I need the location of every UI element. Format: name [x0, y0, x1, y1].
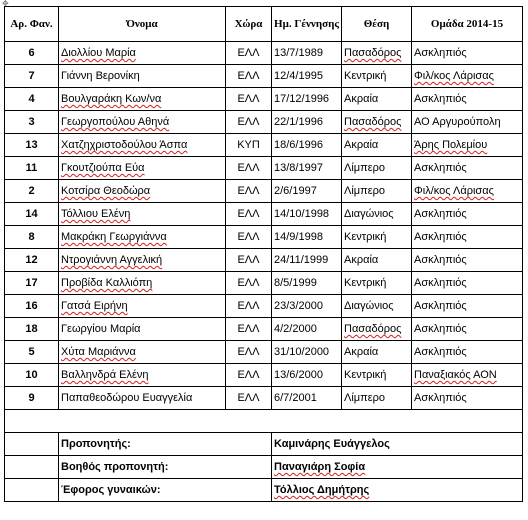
player-number[interactable]: 5 — [5, 341, 59, 364]
table-row — [5, 111, 523, 134]
staff-name[interactable]: Παναγιάρη Σοφία — [274, 461, 366, 473]
table-row — [5, 249, 523, 272]
player-country[interactable]: ΕΛΛ — [226, 157, 272, 180]
player-team[interactable]: Φιλ/κος Λάρισας — [414, 70, 494, 82]
player-country[interactable]: ΚΥΠ — [226, 134, 272, 157]
player-number[interactable]: 16 — [5, 295, 59, 318]
player-dob[interactable]: 13/6/2000 — [272, 364, 342, 387]
player-number[interactable]: 10 — [5, 364, 59, 387]
player-country[interactable]: ΕΛΛ — [226, 272, 272, 295]
player-name[interactable]: Γεωργοπούλου Αθηνά — [61, 116, 170, 128]
player-name[interactable]: Ντρογιάννη Αγγελική — [61, 254, 163, 266]
player-dob[interactable]: 4/2/2000 — [272, 318, 342, 341]
player-number[interactable]: 14 — [5, 203, 59, 226]
player-position[interactable]: Κεντρική — [342, 364, 412, 387]
player-team[interactable]: Ασκληπιός — [412, 42, 523, 65]
player-dob[interactable]: 14/9/1998 — [272, 226, 342, 249]
player-name[interactable]: Παπαθεοδώρου Ευαγγελία — [59, 387, 226, 410]
player-number[interactable]: 13 — [5, 134, 59, 157]
player-team[interactable]: Ασκληπιός — [412, 88, 523, 111]
player-dob[interactable]: 18/6/1996 — [272, 134, 342, 157]
player-position[interactable]: Κεντρική — [342, 65, 412, 88]
player-dob[interactable]: 23/3/2000 — [272, 295, 342, 318]
staff-spacer-cell[interactable] — [5, 479, 59, 502]
player-country[interactable]: ΕΛΛ — [226, 295, 272, 318]
staff-spacer-cell[interactable] — [5, 433, 59, 456]
player-country[interactable]: ΕΛΛ — [226, 318, 272, 341]
player-position[interactable]: Πασαδόρος — [344, 116, 402, 128]
player-country[interactable]: ΕΛΛ — [226, 341, 272, 364]
player-name[interactable]: Γκουτζιούπα Εύα — [61, 162, 145, 174]
staff-row — [5, 433, 523, 456]
player-team[interactable]: Ασκληπιός — [412, 318, 523, 341]
player-position[interactable]: Διαγώνιος — [342, 295, 412, 318]
player-team[interactable]: Φιλ/κος Λάρισας — [414, 185, 494, 197]
player-team[interactable]: Ασκληπιός — [412, 295, 523, 318]
header-team: Ομάδα 2014-15 — [412, 7, 523, 42]
player-position[interactable]: Ακραία — [342, 341, 412, 364]
header-country: Χώρα — [226, 7, 272, 42]
player-team[interactable]: Παναξιακός ΑΟΝ — [414, 369, 497, 381]
player-country[interactable]: ΕΛΛ — [226, 226, 272, 249]
table-row — [5, 157, 523, 180]
player-name[interactable]: Προβίδα Καλλιόπη — [61, 277, 153, 289]
player-name[interactable]: Βουλγαράκη Κων/να — [61, 93, 162, 105]
player-dob[interactable]: 31/10/2000 — [272, 341, 342, 364]
player-team[interactable]: Ασκληπιός — [412, 341, 523, 364]
player-position[interactable]: Ακραία — [342, 249, 412, 272]
player-team[interactable]: Ασκληπιός — [412, 157, 523, 180]
header-dob: Ημ. Γέννησης — [272, 7, 342, 42]
player-team[interactable]: Ασκληπιός — [412, 226, 523, 249]
player-dob[interactable]: 2/6/1997 — [272, 180, 342, 203]
player-number[interactable]: 18 — [5, 318, 59, 341]
player-dob[interactable]: 22/1/1996 — [272, 111, 342, 134]
player-number[interactable]: 12 — [5, 249, 59, 272]
player-position[interactable]: Πασαδόρος — [344, 323, 402, 335]
table-row — [5, 88, 523, 111]
player-number[interactable]: 4 — [5, 88, 59, 111]
player-name[interactable]: Κοτσίρα Θεοδώρα — [61, 185, 151, 197]
player-name[interactable]: Γατσά Ειρήνη — [61, 300, 128, 312]
player-dob[interactable]: 13/7/1989 — [272, 42, 342, 65]
player-dob[interactable]: 8/5/1999 — [272, 272, 342, 295]
player-country[interactable]: ΕΛΛ — [226, 249, 272, 272]
player-number[interactable]: 3 — [5, 111, 59, 134]
player-name[interactable]: Διολλίου Μαρία — [61, 47, 136, 59]
table-row — [5, 341, 523, 364]
player-country[interactable]: ΕΛΛ — [226, 65, 272, 88]
staff-role[interactable]: Προπονητής: — [59, 433, 272, 456]
player-name[interactable]: Γιάννη Βερονίκη — [59, 65, 226, 88]
player-position[interactable]: Ακραία — [342, 88, 412, 111]
player-position[interactable]: Λίμπερο — [342, 387, 412, 410]
header-number: Αρ. Φαν. — [5, 7, 59, 42]
staff-name[interactable]: Τόλλιος Δημήτρης — [274, 484, 370, 496]
staff-row — [5, 456, 523, 479]
table-row — [5, 226, 523, 249]
player-dob[interactable]: 24/11/1999 — [272, 249, 342, 272]
staff-role[interactable]: Έφορος γυναικών: — [59, 479, 272, 502]
table-row — [5, 134, 523, 157]
player-position[interactable]: Πασαδόρος — [344, 47, 402, 59]
player-position[interactable]: Κεντρική — [342, 272, 412, 295]
player-number[interactable]: 11 — [5, 157, 59, 180]
player-country[interactable]: ΕΛΛ — [226, 203, 272, 226]
player-position[interactable]: Κεντρική — [342, 226, 412, 249]
player-position[interactable]: Λίμπερο — [342, 180, 412, 203]
roster-table — [4, 6, 523, 502]
player-number[interactable]: 8 — [5, 226, 59, 249]
player-dob[interactable]: 6/7/2001 — [272, 387, 342, 410]
player-country[interactable]: ΕΛΛ — [226, 88, 272, 111]
player-country[interactable]: ΕΛΛ — [226, 180, 272, 203]
staff-spacer-cell[interactable] — [5, 456, 59, 479]
player-team[interactable]: Ασκληπιός — [412, 387, 523, 410]
player-dob[interactable]: 13/8/1997 — [272, 157, 342, 180]
table-row — [5, 42, 523, 65]
header-row — [5, 7, 523, 42]
player-team[interactable]: Ασκληπιός — [412, 249, 523, 272]
staff-role[interactable]: Βοηθός προπονητή: — [59, 456, 272, 479]
table-row — [5, 180, 523, 203]
player-name[interactable]: Χατζηχριστοδούλου Άσπα — [61, 139, 188, 151]
table-row — [5, 318, 523, 341]
player-country[interactable]: ΕΛΛ — [226, 364, 272, 387]
player-name[interactable]: Τόλλιου Ελένη — [61, 208, 131, 220]
player-position[interactable]: Διαγώνιος — [342, 203, 412, 226]
player-team[interactable]: Ασκληπιός — [412, 203, 523, 226]
player-number[interactable]: 6 — [5, 42, 59, 65]
table-row — [5, 65, 523, 88]
table-row — [5, 203, 523, 226]
table-row — [5, 295, 523, 318]
player-name[interactable]: Μακράκη Γεωργιάννα — [61, 231, 167, 243]
player-dob[interactable]: 14/10/1998 — [272, 203, 342, 226]
player-name[interactable]: Γεωργίου Μαρία — [59, 318, 226, 341]
player-number[interactable]: 2 — [5, 180, 59, 203]
player-number[interactable]: 9 — [5, 387, 59, 410]
player-country[interactable]: ΕΛΛ — [226, 387, 272, 410]
table-row — [5, 272, 523, 295]
staff-row — [5, 479, 523, 502]
blank-cell[interactable] — [5, 410, 523, 433]
header-name: Όνομα — [59, 7, 226, 42]
player-team[interactable]: ΑΟ Αργυρούπολη — [412, 111, 523, 134]
player-dob[interactable]: 17/12/1996 — [272, 88, 342, 111]
player-country[interactable]: ΕΛΛ — [226, 42, 272, 65]
blank-row — [5, 410, 523, 433]
table-row — [5, 387, 523, 410]
player-team[interactable]: Ασκληπιός — [412, 272, 523, 295]
table-move-handle-icon[interactable]: ✥ — [2, 0, 9, 8]
staff-name[interactable]: Καμινάρης Ευάγγελος — [274, 438, 390, 450]
player-dob[interactable]: 12/4/1995 — [272, 65, 342, 88]
player-team[interactable]: Άρης Πολεμίου — [414, 139, 488, 151]
player-name[interactable]: Βαλληνδρά Ελένη — [61, 369, 149, 381]
header-position: Θέση — [342, 7, 412, 42]
player-position[interactable]: Λίμπερο — [342, 157, 412, 180]
player-number[interactable]: 7 — [5, 65, 59, 88]
table-row — [5, 364, 523, 387]
player-position[interactable]: Ακραία — [342, 134, 412, 157]
player-name[interactable]: Χύτα Μαριάννα — [61, 346, 136, 358]
player-number[interactable]: 17 — [5, 272, 59, 295]
player-country[interactable]: ΕΛΛ — [226, 111, 272, 134]
